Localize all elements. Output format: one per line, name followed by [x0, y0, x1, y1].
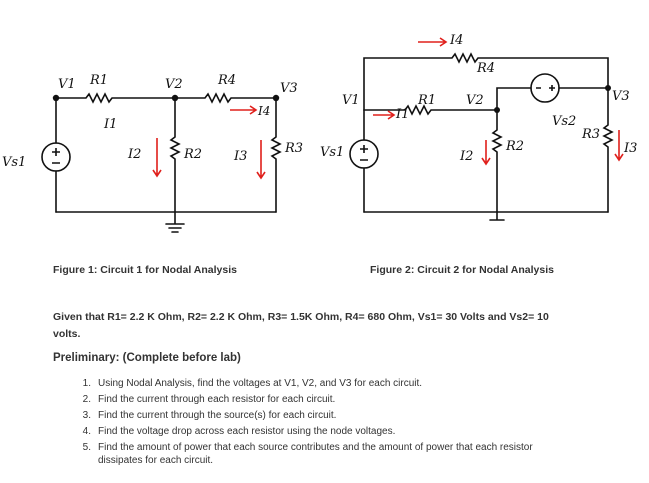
label-i3-fig1: I3	[234, 149, 248, 164]
label-r2-fig2: R2	[506, 139, 525, 154]
task-text: Find the current through the source(s) for each circuit.	[98, 410, 337, 421]
label-i2-fig2: I2	[460, 149, 474, 164]
label-vs2-fig2: Vs2	[552, 114, 577, 129]
task-text: Using Nodal Analysis, find the voltages at V1, V2, and V3 for each circuit.	[98, 378, 423, 389]
list-item	[53, 393, 573, 406]
list-item	[53, 425, 573, 438]
label-v1-fig2: V1	[342, 93, 360, 108]
label-i4-fig2: I4	[450, 33, 464, 48]
label-i1-fig2: I1	[396, 107, 410, 122]
task-number: 2.	[82, 394, 91, 405]
figure2-caption: Figure 2: Circuit 2 for Nodal Analysis	[370, 264, 554, 276]
circuit-2	[364, 54, 612, 220]
label-r4-fig2: R4	[477, 61, 496, 76]
label-i3-fig2: I3	[624, 141, 638, 156]
label-i1-fig1: I1	[104, 117, 118, 132]
given-values: Given that R1= 2.2 K Ohm, R2= 2.2 K Ohm, R3= 1.5K Ohm, R4= 680 Ohm, Vs1= 30 Volts and Vs2= 10 volts.	[53, 311, 549, 340]
task-list	[53, 377, 573, 470]
vs2-source-fig2	[531, 74, 559, 102]
task-text: Find the voltage drop across each resistor using the node voltages.	[98, 426, 396, 437]
label-r1-fig1: R1	[90, 73, 109, 88]
label-r4-fig1: R4	[218, 73, 237, 88]
label-v3-fig1: V3	[280, 81, 298, 96]
label-vs1-fig2: Vs1	[320, 145, 345, 160]
label-i4-fig1: I4	[258, 104, 271, 118]
label-r2-fig1: R2	[184, 147, 203, 162]
task-number: 4.	[82, 426, 91, 437]
label-v3-fig2: V3	[612, 89, 630, 104]
list-item	[53, 441, 573, 467]
current-arrows-fig1	[153, 106, 265, 178]
task-text: Find the current through each resistor for each circuit.	[98, 394, 336, 405]
preliminary-heading: Preliminary: (Complete before lab)	[53, 352, 241, 364]
task-number: 1.	[82, 378, 91, 389]
vs1-source-fig2	[350, 140, 378, 168]
label-v1-fig1: V1	[58, 77, 76, 92]
task-text: Find the amount of power that each source contributes and the amount of power that each resistor dissipates for each circuit.	[98, 442, 533, 466]
label-r3-fig1: R3	[285, 141, 304, 156]
list-item	[53, 409, 573, 422]
label-r3-fig2: R3	[582, 127, 601, 142]
figure1-caption: Figure 1: Circuit 1 for Nodal Analysis	[53, 264, 237, 276]
label-v2-fig2: V2	[466, 93, 484, 108]
vs1-source-fig1	[42, 143, 70, 171]
label-r1-fig2: R1	[418, 93, 437, 108]
label-v2-fig1: V2	[165, 77, 183, 92]
task-number: 5.	[82, 442, 91, 453]
label-i2-fig1: I2	[128, 147, 142, 162]
current-arrows-fig2	[373, 38, 623, 164]
task-number: 3.	[82, 410, 91, 421]
list-item	[53, 377, 573, 390]
label-vs1-fig1: Vs1	[2, 155, 27, 170]
